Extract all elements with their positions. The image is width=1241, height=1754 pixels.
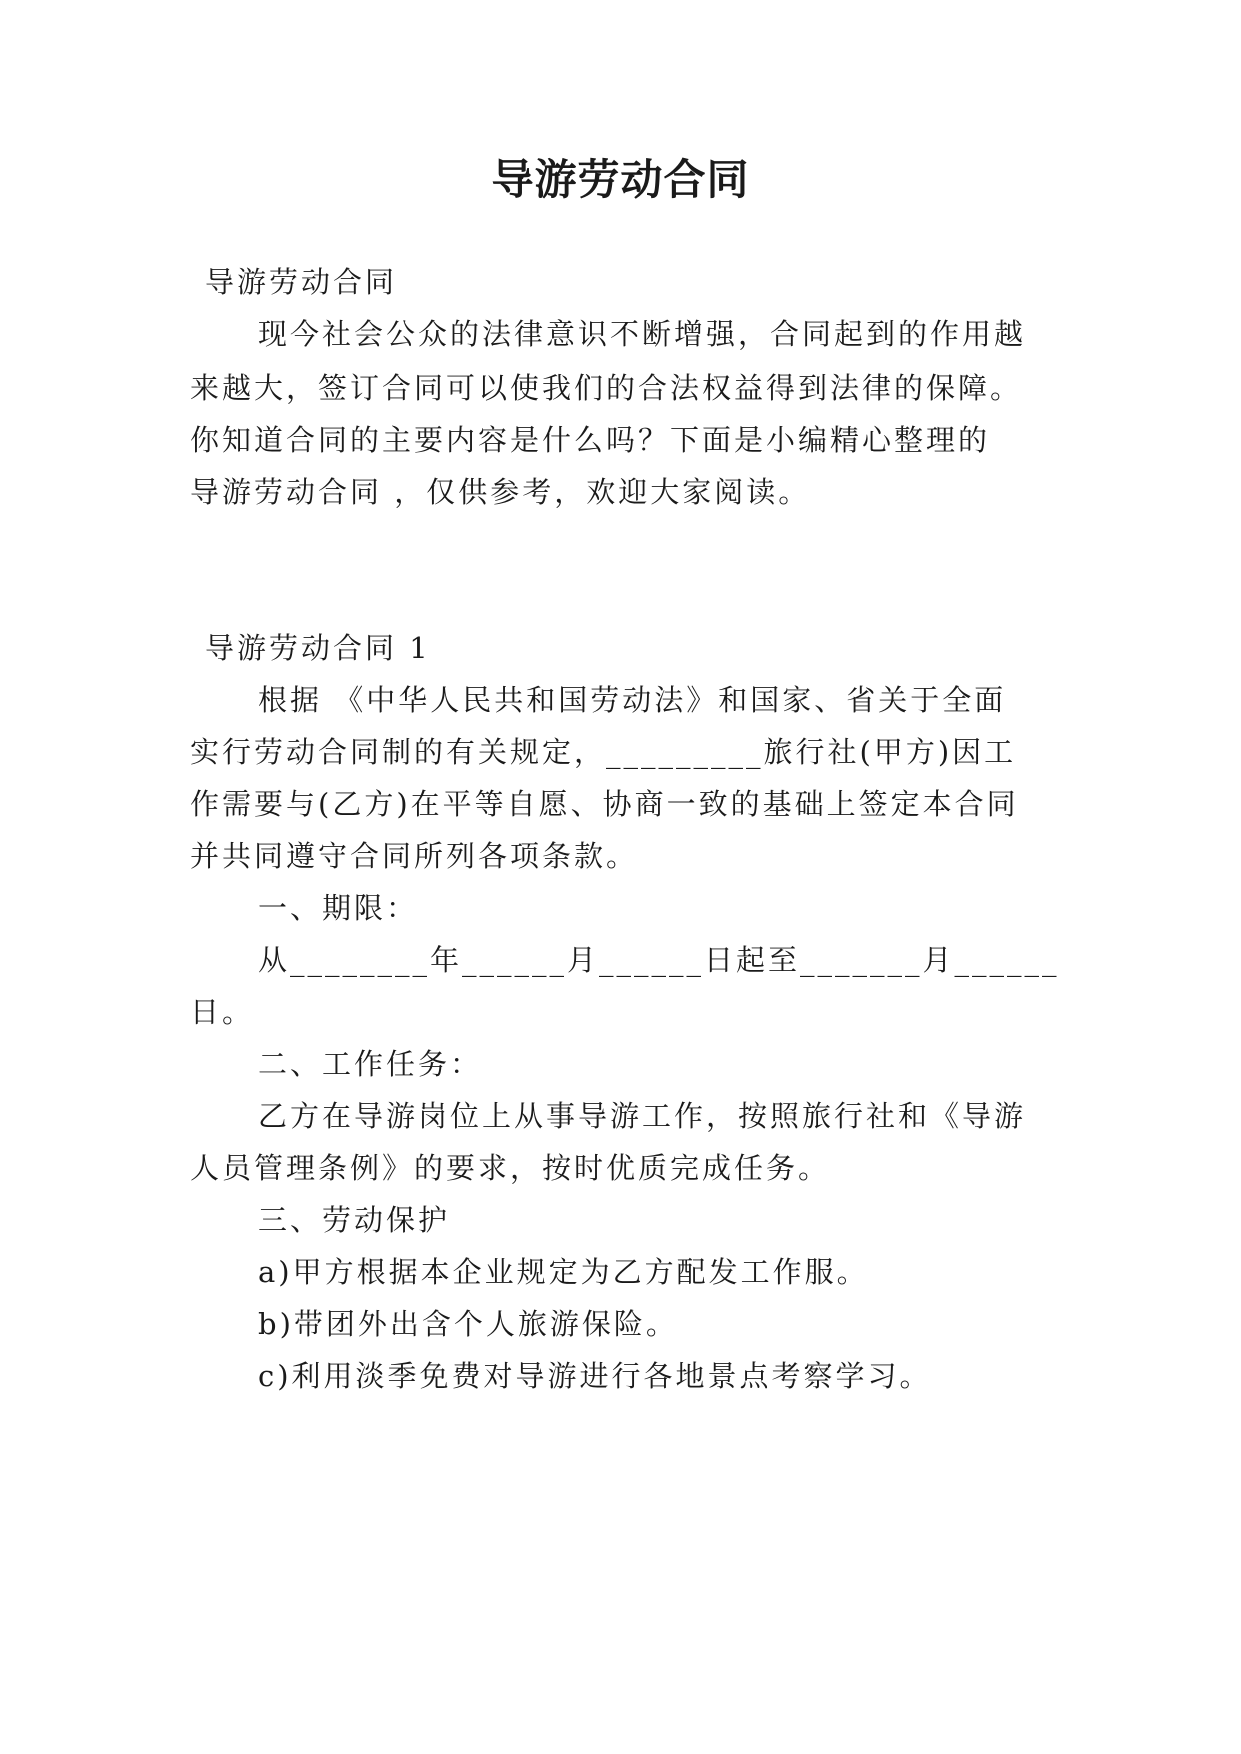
- preamble-line: 并共同遵守合同所列各项条款。: [190, 839, 639, 873]
- preamble-line: 实行劳动合同制的有关规定，_________旅行社(甲方)因工: [190, 735, 1017, 769]
- preamble-line: 根据 《中华人民共和国劳动法》和国家、省关于全面: [258, 683, 1007, 717]
- clause-1-line: 从________年______月______日起至_______月______: [258, 943, 1060, 977]
- document-title: 导游劳动合同: [491, 155, 750, 204]
- clause-3-item: b)带团外出含个人旅游保险。: [258, 1307, 678, 1341]
- clause-3-item: c)利用淡季免费对导游进行各地景点考察学习。: [258, 1359, 932, 1393]
- intro-line: 你知道合同的主要内容是什么吗？下面是小编精心整理的: [190, 423, 991, 457]
- section-heading: 导游劳动合同 1: [205, 631, 431, 665]
- preamble-line: 作需要与(乙方)在平等自愿、协商一致的基础上签定本合同: [190, 787, 1019, 821]
- clause-1-line: 日。: [190, 995, 255, 1029]
- document-subtitle: 导游劳动合同: [205, 265, 398, 299]
- clause-2-line: 人员管理条例》的要求，按时优质完成任务。: [190, 1151, 831, 1185]
- intro-line: 导游劳动合同 ，仅供参考，欢迎大家阅读。: [190, 475, 811, 509]
- clause-1-heading: 一、期限：: [258, 891, 419, 925]
- clause-2-line: 乙方在导游岗位上从事导游工作，按照旅行社和《导游: [258, 1099, 1027, 1133]
- intro-line: 现今社会公众的法律意识不断增强，合同起到的作用越: [258, 317, 1027, 351]
- clause-2-heading: 二、工作任务：: [258, 1047, 483, 1081]
- clause-3-heading: 三、劳动保护: [258, 1203, 451, 1237]
- intro-line: 来越大，签订合同可以使我们的合法权益得到法律的保障。: [190, 371, 1023, 405]
- clause-3-item: a)甲方根据本企业规定为乙方配发工作服。: [258, 1255, 869, 1289]
